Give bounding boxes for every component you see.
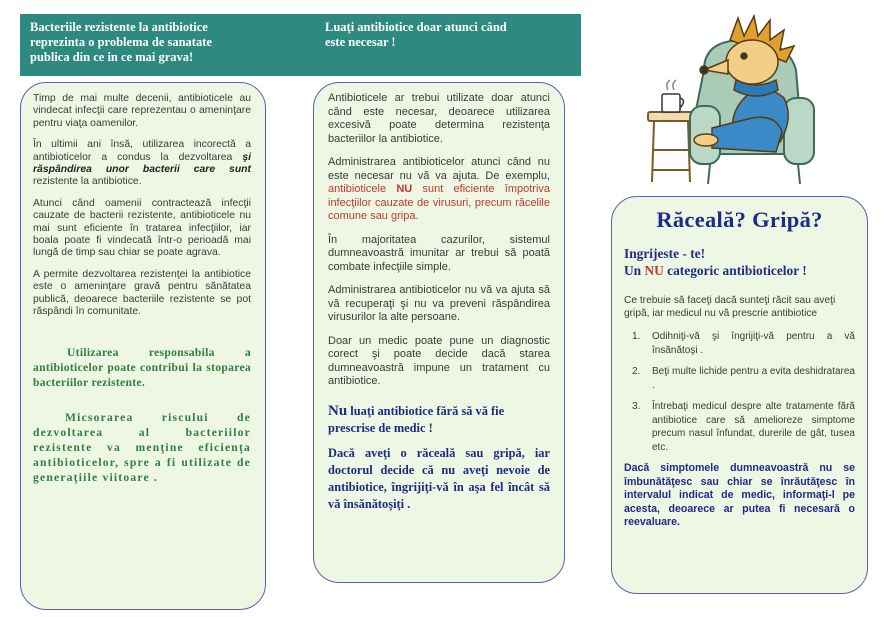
middle-paragraph-2-start: Administrarea antibioticelor atunci când nu este necesar nu vă va ajuta. De exemplu, — [328, 156, 550, 182]
left-paragraph-2-end: rezistente la antibiotice. — [33, 176, 142, 188]
right-intro: Ce trebuie să faceţi dacă sunteţi răcit sau aveţi gripă, iar medicul nu vă prescrie antibiotice — [624, 295, 836, 319]
advice-number: 2. — [632, 366, 641, 377]
left-paragraph-2-start: În ultimii ani însă, utilizarea incorectă a antibioticelor a condus la dezvoltarea — [33, 139, 251, 163]
middle-paragraph-2 — [328, 156, 550, 224]
advice-list — [624, 330, 855, 454]
middle-warning-nu: Nu — [328, 402, 348, 419]
advice-number: 1. — [632, 331, 641, 342]
middle-paragraph-3: În majoritatea cazurilor, sistemul dumneavoastră imunitar ar trebui să poată combate infecţiile simple. — [328, 233, 550, 273]
advice-text: Odihniţi-vă şi îngrijiţi-vă pentru a vă însănătoşi . — [652, 331, 855, 356]
middle-paragraph-5: Doar un medic poate pune un diagnostic corect şi poate decide dacă starea dumneavoastră impune un tratament cu antibiotice. — [328, 334, 550, 387]
middle-paragraph-1: Antibioticele ar trebui utilizate doar atunci când este necesar, deoarece utilizarea excesivă poate determina rezistenţa bacteriilor la antibiotice. — [328, 92, 550, 145]
left-highlight-2: Micsorarea riscului de dezvoltarea al bacteriilor rezistente va menţine eficienţa antibioticelor, spre a fi utilizate de generaţiile viitoare . — [33, 410, 251, 484]
middle-advice: Dacă aveţi o răceală sau gripă, iar doctorul decide că nu aveţi nevoie de antibiotice, îngrijiţi-vă în aşa fel încât să vă însănătoşiţi . — [328, 445, 550, 511]
advice-list-item — [624, 330, 855, 357]
left-paragraph-3: Atunci când oamenii contractează infecţii cauzate de bacterii rezistente, antibioticele nu mai sunt eficiente în tratarea infecţiilor, iar boala poate fi vindecată într-o perioadă mai lungă de timp sau chiar se poate agrava. — [33, 197, 251, 259]
banner-left-line-3: publica din ce in ce mai grava! — [30, 50, 194, 64]
left-paragraph-2-emphasis: şi răspândirea unor bacterii care sunt — [33, 151, 251, 176]
header-banner-left — [20, 14, 311, 76]
right-subtitle-1: Ingrijeste - te! — [624, 246, 706, 261]
middle-paragraph-2-red-2: sunt eficiente împotriva infecţiilor cauzate de virusuri, precum răcelile comune sau gripa. — [328, 183, 551, 222]
right-final-note: Dacă simptomele dumneavoastră nu se îmbunătăţesc sau chiar se înrăutăţesc în intervalul indicat de medic, informaţi-l pe acesta, deoarece ar putea fi necesară o reevaluare. — [624, 462, 855, 529]
header-banner-middle — [311, 14, 581, 76]
banner-left-line-1: Bacteriile rezistente la antibiotice — [30, 20, 208, 34]
middle-paragraph-4: Administrarea antibioticelor nu vă va ajuta să vă recuperaţi şi nu va preveni răspândirea virusurilor la alte persoane. — [328, 284, 550, 323]
right-subtitle-2-start: Un — [624, 263, 645, 278]
left-highlight-1: Utilizarea responsabila a antibioticelor poate contribui la stoparea bacteriilor rezistente. — [33, 345, 251, 389]
right-panel — [611, 196, 868, 594]
advice-text: Întrebaţi medicul despre alte tratamente fără antibiotice care să amelioreze simptome precum nasul înfundat, durerile de gât, tusea etc. — [652, 401, 855, 453]
middle-warning-rest: luaţi antibiotice fără să vă fie prescrise de medic ! — [328, 403, 505, 435]
advice-text: Beţi multe lichide pentru a evita deshidratarea . — [652, 366, 855, 391]
left-paragraph-2 — [33, 139, 251, 189]
left-paragraph-1: Timp de mai multe decenii, antibioticele au vindecat infecţii care reprezentau o ameninţare pentru viaţa oamenilor. — [33, 93, 251, 129]
banner-left-line-2: reprezinta o problema de sanatate — [30, 35, 212, 49]
right-subtitle-2 — [624, 262, 855, 279]
mug-icon — [662, 80, 684, 112]
banner-middle-line-1: Luaţi antibiotice doar atunci când — [325, 20, 507, 34]
stool-icon — [648, 112, 694, 182]
advice-list-item — [624, 400, 855, 454]
middle-panel — [313, 82, 565, 583]
middle-paragraph-2-red-1: antibioticele — [328, 183, 397, 195]
hedgehog-in-armchair-illustration — [640, 10, 845, 192]
banner-middle-line-2: este necesar ! — [325, 35, 396, 49]
advice-number: 3. — [632, 401, 641, 412]
middle-paragraph-2-nu: NU — [396, 183, 413, 195]
right-subtitle-2-end: categoric antibioticelor ! — [663, 263, 807, 278]
middle-warning — [328, 403, 550, 437]
left-paragraph-4: A permite dezvoltarea rezistenţei la antibiotice este o ameninţare gravă pentru sănătatea publică, deoarece bacteriile rezistente se pot răspândi în comunitate. — [33, 268, 251, 318]
left-panel — [20, 82, 266, 610]
right-subtitle-2-nu: NU — [644, 263, 664, 278]
right-panel-title: Răceală? Gripă? — [656, 207, 823, 232]
advice-list-item — [624, 365, 855, 392]
